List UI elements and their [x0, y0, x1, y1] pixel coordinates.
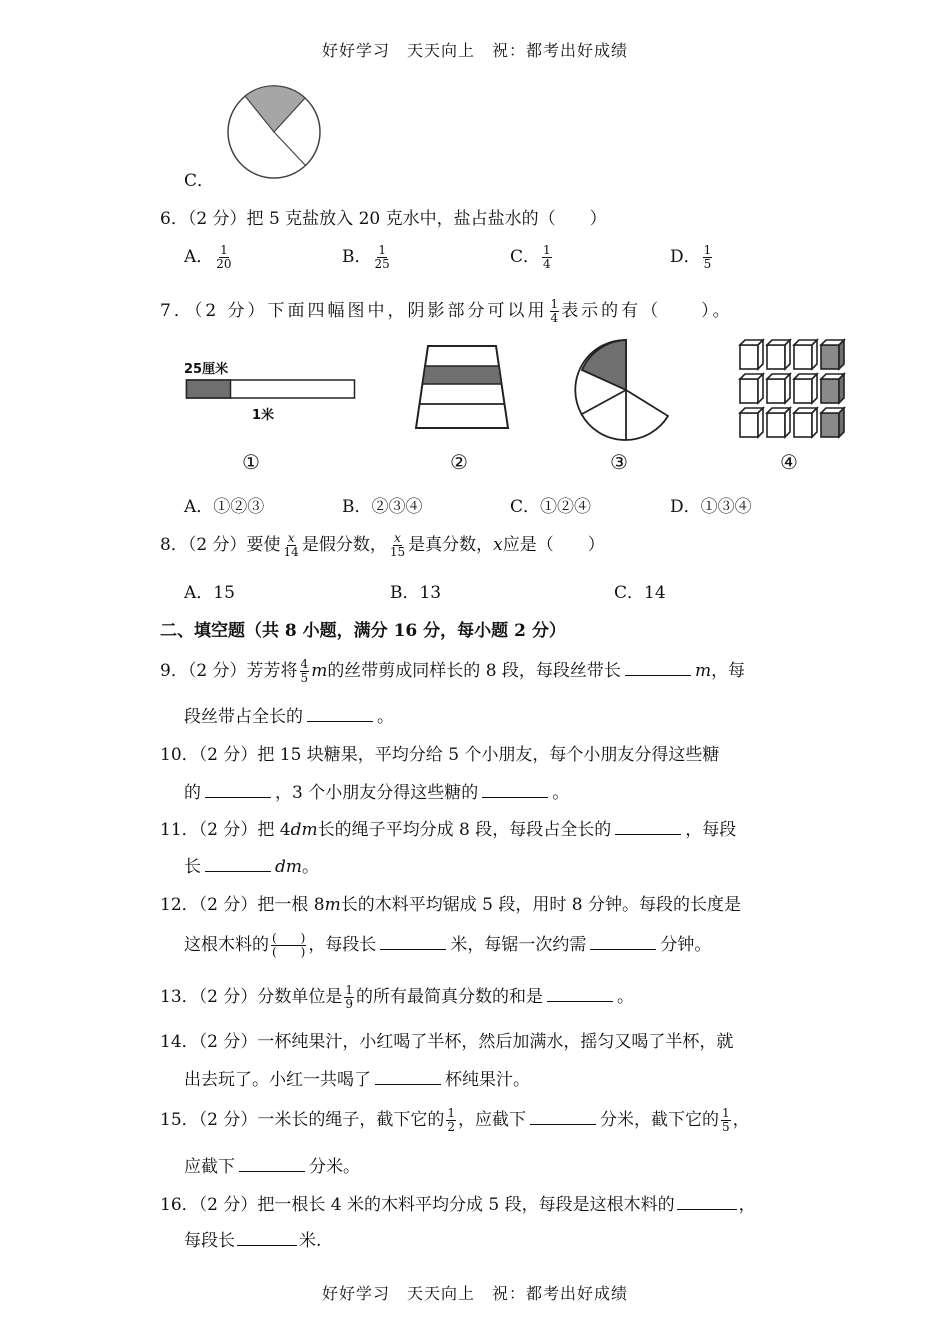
q7-fig2-number: ②: [450, 450, 468, 474]
q9-fraction: $\frac{4}{5}$: [300, 657, 309, 685]
q7-fig1-bar: [186, 378, 356, 402]
q7-fig1-number: ①: [242, 450, 260, 474]
q7-fig4-cuboid: [821, 374, 844, 403]
q11-question: 11．（2 分）把 4dm长的绳子平均分成 8 段，每段占全长的 ，每段: [160, 815, 736, 840]
q7-fig4-cuboid: [740, 374, 763, 403]
q7-question: 7．（2 分）下面四幅图中，阴影部分可以用 $\frac{1}{4}$ 表示的有（ ）。: [160, 297, 733, 325]
q9-blank-2[interactable]: [307, 703, 373, 722]
q5-option-c-circle-figure: [226, 86, 322, 178]
q16-question: 16．（2 分）把一根长 4 米的木料平均分成 5 段，每段是这根木料的 ，: [160, 1190, 756, 1215]
q14-question: 14．（2 分）一杯纯果汁，小红喝了半杯，然后加满水，摇匀又喝了半杯，就: [160, 1032, 734, 1052]
q6-option-c-fraction: $\frac{1}{4}$: [543, 243, 551, 271]
q6-option-a-fraction: $\frac{1}{20}$: [216, 243, 232, 271]
q7-fig4-cuboid: [794, 340, 817, 369]
q15-fraction-2: $\frac{1}{5}$: [722, 1106, 730, 1134]
q6-option-b[interactable]: [342, 242, 393, 271]
q15-fraction-1: $\frac{1}{2}$: [447, 1106, 455, 1134]
q14-blank[interactable]: [375, 1066, 441, 1085]
q7-fig4-cuboid: [767, 340, 790, 369]
q15-blank-1[interactable]: [530, 1106, 596, 1125]
q7-option-a[interactable]: A．①②③: [184, 497, 265, 517]
q7-fig4-cuboid: [740, 340, 763, 369]
q6-option-d-label: D．: [670, 247, 701, 267]
page-footer: 好好学习 天天向上 祝：都考出好成绩: [321, 1284, 628, 1303]
q7-fig4-cuboid: [821, 340, 844, 369]
q7-fig3-number: ③: [610, 450, 628, 474]
q12-question-line2: 这根木料的 $\frac{( )}{( )}$ ，每段长 米，每锯一次约需 分钟。: [184, 931, 712, 959]
page-header: 好好学习 天天向上 祝：都考出好成绩: [321, 41, 628, 60]
q8-option-b[interactable]: B．13: [390, 583, 442, 603]
q9-blank-1[interactable]: [625, 657, 691, 676]
q7-fig2-trapezoid: [414, 344, 510, 430]
q6-option-c[interactable]: [510, 242, 554, 271]
q13-blank[interactable]: [547, 983, 613, 1002]
q7-fig4-cuboid: [767, 374, 790, 403]
q7-fig1-top-label: 25厘米: [184, 362, 229, 377]
q7-fig3-circle: [574, 338, 678, 442]
q12-blank-1[interactable]: [380, 931, 446, 950]
q10-question: 10．（2 分）把 15 块糖果，平均分给 5 个小朋友，每个小朋友分得这些糖: [160, 745, 720, 765]
q6-option-d[interactable]: [670, 242, 714, 271]
q6-option-a[interactable]: [184, 242, 235, 271]
q7-fig1-bottom-label: 1米: [252, 408, 275, 423]
q11-blank-2[interactable]: [205, 853, 271, 872]
q15-question: 15．（2 分）一米长的绳子，截下它的 $\frac{1}{2}$ ，应截下 分米，截下它的 $\frac{1}{5}$ ，: [160, 1106, 750, 1134]
q12-blank-2[interactable]: [590, 931, 656, 950]
q7-fig4-cuboid: [794, 374, 817, 403]
q11-blank-1[interactable]: [615, 816, 681, 835]
q8-question: 8．（2 分）要使 $\frac{x}{14}$ 是假分数， $\frac{x}{15}$ 是真分数，x应是（ ）: [160, 531, 605, 559]
q7-option-d[interactable]: D．①③④: [670, 497, 752, 517]
q11-question-line2: 长 dm。: [184, 852, 319, 877]
section-2-title: 二、填空题（共 8 小题，满分 16 分，每小题 2 分）: [160, 621, 566, 641]
q5-option-c-label: C．: [184, 171, 215, 191]
q7-fig4-cuboids: [738, 338, 848, 442]
q8-option-a[interactable]: A．15: [184, 583, 235, 603]
q7-fig4-cuboid: [794, 408, 817, 437]
q10-question-line2: 的 ，3 个小朋友分得这些糖的 。: [184, 778, 569, 803]
q9-question: 9．（2 分）芳芳将 $\frac{4}{5}$ m的丝带剪成同样长的 8 段，每段丝带长 m，每: [160, 657, 746, 685]
q16-blank-1[interactable]: [677, 1191, 737, 1210]
q9-question-line2: 段丝带占全长的 。: [184, 702, 394, 727]
q6-option-c-label: C．: [510, 247, 541, 267]
q15-question-line2: 应截下 分米。: [184, 1152, 360, 1177]
q13-fraction: $\frac{1}{9}$: [345, 983, 353, 1011]
q13-question: 13．（2 分）分数单位是 $\frac{1}{9}$ 的所有最简真分数的和是 。: [160, 983, 634, 1011]
q12-question: 12．（2 分）把一根 8m长的木料平均锯成 5 段，用时 8 分钟。每段的长度是: [160, 895, 741, 915]
q6-option-a-label: A．: [184, 247, 214, 267]
q7-fig4-number: ④: [780, 450, 798, 474]
q15-blank-2[interactable]: [239, 1153, 305, 1172]
q6-option-b-fraction: $\frac{1}{25}$: [374, 243, 390, 271]
q7-fig4-cuboid: [821, 408, 844, 437]
q7-option-c[interactable]: C．①②④: [510, 497, 592, 517]
q10-blank-1[interactable]: [205, 779, 271, 798]
q6-question: 6．（2 分）把 5 克盐放入 20 克水中，盐占盐水的（ ）: [160, 209, 607, 229]
q16-question-line2: 每段长 米.: [184, 1226, 321, 1251]
q7-fig4-cuboid: [740, 408, 763, 437]
q8-fraction-1: $\frac{x}{14}$: [283, 531, 299, 559]
q14-question-line2: 出去玩了。小红一共喝了 杯纯果汁。: [184, 1065, 530, 1090]
q7-option-b[interactable]: B．②③④: [342, 497, 423, 517]
q6-option-b-label: B．: [342, 247, 372, 267]
q6-option-d-fraction: $\frac{1}{5}$: [703, 243, 712, 271]
q8-option-c[interactable]: C．14: [614, 583, 666, 603]
q8-fraction-2: $\frac{x}{15}$: [389, 531, 406, 559]
q16-blank-2[interactable]: [237, 1227, 297, 1246]
q12-paren-fraction[interactable]: $\frac{( )}{( )}$: [272, 931, 306, 959]
q7-fraction: $\frac{1}{4}$: [550, 297, 559, 325]
q10-blank-2[interactable]: [482, 779, 548, 798]
q7-fig4-cuboid: [767, 408, 790, 437]
